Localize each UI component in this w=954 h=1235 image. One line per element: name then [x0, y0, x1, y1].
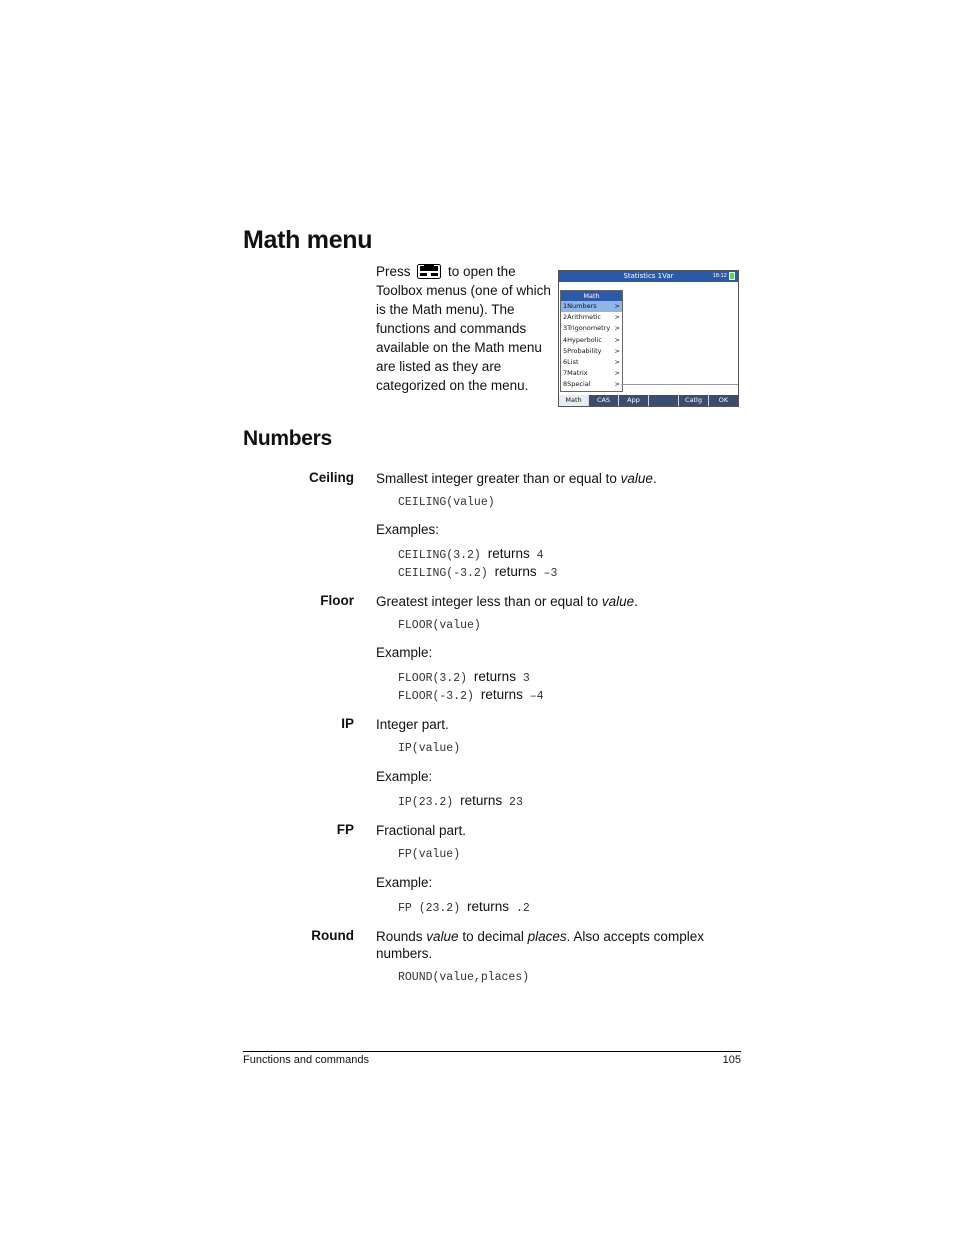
example-code: IP(23.2) — [398, 796, 461, 809]
example-result: 4 — [529, 549, 544, 562]
desc-floor — [376, 593, 721, 610]
softkey-blank[interactable] — [649, 395, 678, 406]
softkey-app[interactable]: App — [619, 395, 648, 406]
desc-fp: Fractional part. — [376, 823, 467, 838]
syntax-floor: FLOOR(value) — [398, 619, 481, 632]
syntax-ceiling: CEILING(value) — [398, 496, 495, 509]
example-ip-1 — [398, 793, 523, 809]
softkey-ok[interactable]: OK — [709, 395, 738, 406]
calc-item-num: 5 — [563, 346, 568, 355]
chevron-right-icon: > — [614, 357, 620, 366]
intro-rest: Toolbox menus (one of which is the Math menu). The functions and commands available on the Math menu are listed as they are categorized on the menu. — [376, 283, 551, 393]
desc-emphasis: value — [620, 471, 653, 486]
example-label-fp: Example: — [376, 875, 433, 890]
chevron-right-icon: > — [614, 369, 620, 378]
calc-item-num: 4 — [563, 335, 568, 344]
desc-ip: Integer part. — [376, 717, 449, 732]
intro-after-key: to open the — [448, 264, 516, 279]
calc-title-bar — [559, 271, 738, 282]
intro-press: Press — [376, 264, 411, 279]
desc-text: to decimal — [458, 929, 528, 944]
example-returns: returns — [480, 687, 523, 702]
calc-item-label: Special — [567, 380, 591, 389]
example-result: 23 — [502, 796, 523, 809]
calc-divider — [621, 384, 738, 385]
calc-item-num: 8 — [563, 380, 568, 389]
desc-text: Smallest integer greater than or equal to — [376, 471, 621, 486]
chevron-right-icon: > — [614, 302, 620, 310]
calc-math-menu — [560, 290, 623, 392]
calc-menu-item-list[interactable] — [561, 357, 622, 368]
desc-ceiling — [376, 470, 721, 487]
calc-menu-title: Math — [561, 291, 622, 301]
calc-item-label: Arithmetic — [567, 313, 601, 322]
example-result: .2 — [509, 902, 530, 915]
example-label-ceiling: Examples: — [376, 522, 440, 537]
desc-text: . — [634, 594, 638, 609]
example-returns: returns — [494, 564, 537, 579]
example-code: CEILING(-3.2) — [398, 567, 495, 580]
term-fp: FP — [336, 822, 354, 837]
calc-item-num: 7 — [563, 369, 568, 378]
example-returns: returns — [487, 546, 530, 561]
calc-softkey-bar — [559, 395, 738, 406]
desc-emphasis: places — [527, 929, 567, 944]
chevron-right-icon: > — [614, 313, 620, 322]
example-ceiling-2 — [398, 564, 557, 580]
term-round: Round — [311, 928, 354, 943]
calc-item-label: Hyperbolic — [567, 335, 602, 344]
calc-item-label: Numbers — [567, 302, 597, 310]
syntax-round: ROUND(value,places) — [398, 971, 530, 984]
syntax-ip: IP(value) — [398, 742, 461, 755]
calc-item-label: Probability — [567, 346, 602, 355]
term-ceiling: Ceiling — [308, 470, 354, 485]
chevron-right-icon: > — [614, 324, 620, 333]
example-label-floor: Example: — [376, 645, 433, 660]
footer-divider — [243, 1051, 741, 1052]
softkey-math[interactable]: Math — [559, 395, 588, 406]
calc-menu-item-trigonometry[interactable] — [561, 323, 622, 334]
calc-menu-item-probability[interactable] — [561, 346, 622, 357]
calc-item-num: 2 — [563, 313, 568, 322]
calc-menu-item-arithmetic[interactable] — [561, 312, 622, 323]
desc-round — [376, 928, 721, 962]
term-floor: Floor — [320, 593, 354, 608]
softkey-catlg[interactable]: Catlg — [679, 395, 708, 406]
calc-menu-item-special[interactable] — [561, 379, 622, 390]
desc-text: Greatest integer less than or equal to — [376, 594, 602, 609]
calc-item-num: 3 — [563, 324, 568, 333]
desc-emphasis: value — [426, 929, 459, 944]
example-returns: returns — [467, 899, 510, 914]
calc-status: 18:12 — [712, 273, 727, 279]
calc-menu-item-numbers[interactable] — [561, 301, 622, 312]
example-result: 3 — [515, 672, 530, 685]
chevron-right-icon: > — [614, 346, 620, 355]
calc-item-num: 1 — [563, 302, 568, 310]
page-number: 105 — [722, 1054, 741, 1066]
page-title: Math menu — [243, 226, 373, 254]
desc-emphasis: value — [601, 594, 635, 609]
example-code: CEILING(3.2) — [398, 549, 488, 562]
example-fp-1 — [398, 899, 530, 915]
calc-menu-item-matrix[interactable] — [561, 368, 622, 379]
example-code: FLOOR(-3.2) — [398, 690, 481, 703]
example-ceiling-1 — [398, 546, 544, 562]
calc-item-label: Trigonometry — [567, 324, 611, 333]
desc-text: . — [652, 471, 657, 486]
syntax-fp: FP(value) — [398, 848, 461, 861]
calc-item-label: List — [567, 357, 579, 366]
intro-paragraph — [376, 262, 554, 395]
softkey-cas[interactable]: CAS — [589, 395, 618, 406]
example-label-ip: Example: — [376, 769, 433, 784]
desc-text: Rounds — [376, 929, 427, 944]
calc-menu-item-hyperbolic[interactable] — [561, 335, 622, 346]
calc-title: Statistics 1Var — [623, 272, 674, 280]
example-code: FLOOR(3.2) — [398, 672, 474, 685]
example-returns: returns — [473, 669, 516, 684]
example-floor-2 — [398, 687, 544, 703]
calc-item-num: 6 — [563, 357, 568, 366]
example-code: FP (23.2) — [398, 902, 468, 915]
calc-item-label: Matrix — [567, 369, 588, 378]
example-returns: returns — [460, 793, 503, 808]
example-floor-1 — [398, 669, 530, 685]
section-heading-numbers: Numbers — [243, 427, 332, 450]
toolbox-key-icon — [417, 264, 441, 279]
example-result: –3 — [536, 567, 558, 580]
term-ip: IP — [341, 716, 354, 731]
example-result: –4 — [522, 690, 544, 703]
desc-text: . Also accepts complex numbers. — [376, 929, 704, 961]
chevron-right-icon: > — [614, 335, 620, 344]
chevron-right-icon: > — [614, 380, 620, 389]
battery-icon — [729, 272, 735, 280]
footer-section-title: Functions and commands — [243, 1054, 369, 1066]
calculator-screenshot — [558, 270, 739, 407]
